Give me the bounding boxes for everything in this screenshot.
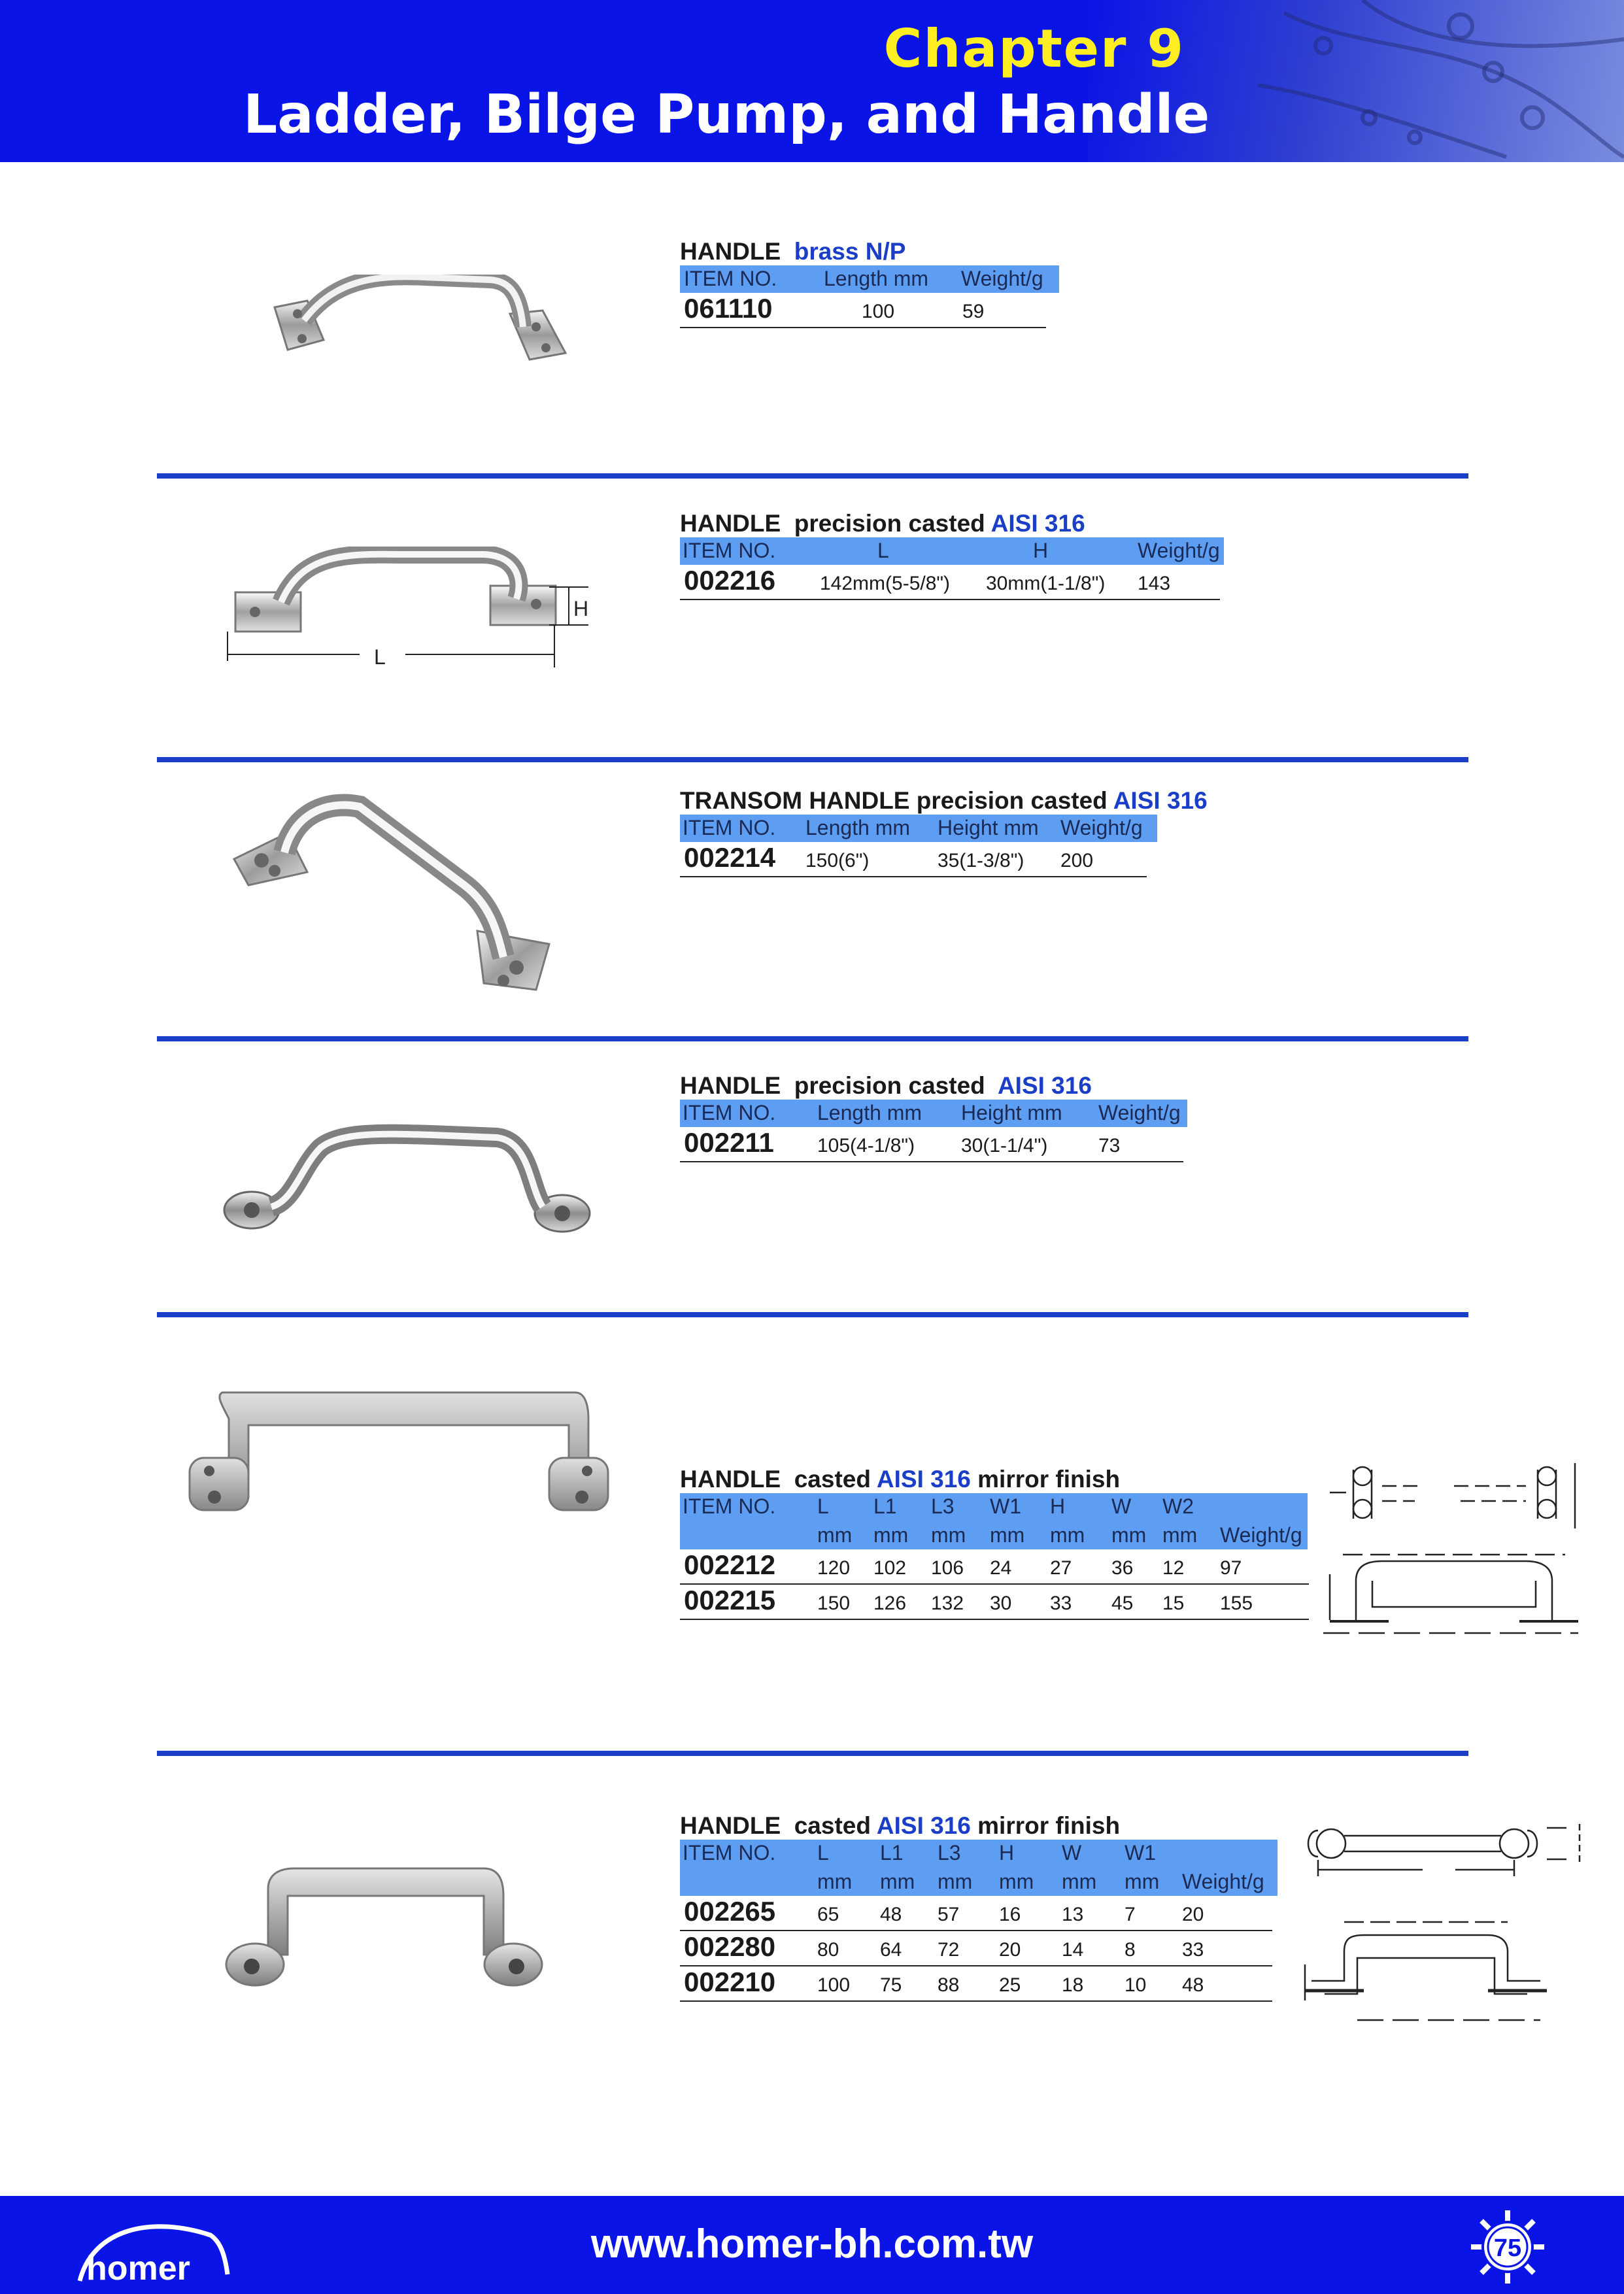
col-w: W: [1062, 1841, 1082, 1864]
col-length: Length mm: [824, 267, 929, 290]
product-material: AISI 316: [997, 1072, 1092, 1099]
cell-l1: 102: [873, 1557, 907, 1579]
spec-block: [680, 1466, 1308, 1620]
ship-wheel-icon: [1468, 2208, 1547, 2286]
item-number: 002215: [684, 1585, 776, 1615]
product-name: TRANSOM HANDLE: [680, 787, 910, 814]
cell-w2: 15: [1162, 1593, 1185, 1614]
col-item-no: ITEM NO.: [683, 1494, 776, 1518]
unit-mm: mm: [1050, 1523, 1085, 1547]
cell-l3: 57: [938, 1904, 960, 1925]
col-item-no: ITEM NO.: [683, 1841, 776, 1864]
technical-drawing: [1317, 1457, 1611, 1640]
col-w1: W1: [1125, 1841, 1156, 1864]
chapter-header: [0, 0, 1624, 162]
section-divider: [157, 1751, 1468, 1756]
unit-mm: mm: [990, 1523, 1025, 1547]
table-row: [680, 565, 1220, 600]
product-title: [680, 1466, 1308, 1493]
brand-name: homer: [86, 2250, 190, 2287]
chapter-title: Ladder, Bilge Pump, and Handle: [243, 84, 1210, 146]
item-number: 061110: [684, 293, 773, 324]
product-title: [680, 787, 1208, 815]
cell-l: 120: [817, 1557, 851, 1579]
cell-l3: 72: [938, 1939, 960, 1961]
unit-mm: mm: [999, 1870, 1034, 1893]
col-item-no: ITEM NO.: [683, 816, 776, 839]
cell-w1: 7: [1125, 1904, 1136, 1925]
col-item-no: ITEM NO.: [684, 267, 777, 290]
cell-l1: 64: [880, 1939, 902, 1961]
product-title: [680, 1812, 1277, 1840]
col-length: Length mm: [805, 816, 911, 839]
table-row: [680, 1966, 1272, 2002]
cell-length: 105(4-1/8"): [817, 1135, 915, 1156]
col-l3: L3: [938, 1841, 961, 1864]
cell-l1: 75: [880, 1974, 902, 1996]
unit-mm: mm: [1162, 1523, 1198, 1547]
col-weight: Weight/g: [1098, 1101, 1181, 1124]
handle-photo: [222, 1122, 601, 1240]
product-material: AISI 316: [990, 510, 1085, 537]
col-l3: L3: [931, 1494, 955, 1518]
product-title: [680, 510, 1224, 537]
table-row: [680, 1931, 1272, 1966]
cell-weight: 59: [962, 301, 985, 322]
cell-weight: 200: [1060, 850, 1094, 871]
spec-block: [680, 1072, 1187, 1162]
product-material: AISI 316: [876, 1812, 971, 1839]
product-name: HANDLE: [680, 510, 781, 537]
col-l1: L1: [873, 1494, 897, 1518]
item-number: 002280: [684, 1931, 776, 1962]
product-process: precision casted: [916, 787, 1108, 814]
cell-w2: 12: [1162, 1557, 1185, 1579]
col-h: H: [1033, 539, 1049, 562]
spec-block: [680, 1812, 1277, 2002]
col-w1: W1: [990, 1494, 1021, 1518]
col-length: Length mm: [817, 1101, 922, 1124]
unit-mm: mm: [817, 1523, 853, 1547]
cell-l: 65: [817, 1904, 839, 1925]
col-l1: L1: [880, 1841, 904, 1864]
product-process: precision casted: [794, 1072, 985, 1099]
cell-height: 35(1-3/8"): [938, 850, 1024, 871]
table-row: [680, 1585, 1309, 1620]
cell-w1: 10: [1125, 1974, 1147, 1996]
cell-h: 16: [999, 1904, 1021, 1925]
table-header: [680, 537, 1224, 565]
cell-h: 33: [1050, 1593, 1072, 1614]
cell-weight: 20: [1182, 1904, 1204, 1925]
item-number: 002214: [684, 842, 776, 873]
cell-w1: 30: [990, 1593, 1012, 1614]
cell-weight: 97: [1220, 1557, 1242, 1579]
col-l: L: [817, 1494, 829, 1518]
cell-weight: 33: [1182, 1939, 1204, 1961]
col-w: W: [1111, 1494, 1132, 1518]
cell-l1: 48: [880, 1904, 902, 1925]
handle-dimension-photo: [222, 547, 601, 677]
section-divider: [157, 473, 1468, 479]
col-height: Height mm: [961, 1101, 1062, 1124]
spec-block: [680, 238, 1059, 328]
item-number: 002216: [684, 565, 776, 596]
col-item-no: ITEM NO.: [683, 539, 776, 562]
item-number: 002210: [684, 1966, 776, 1997]
handle-photo: [262, 275, 575, 379]
product-material: AISI 316: [1113, 787, 1208, 814]
table-row: [680, 293, 1046, 328]
cell-h: 30mm(1-1/8"): [986, 573, 1106, 594]
cell-w1: 8: [1125, 1939, 1136, 1961]
spec-block: [680, 787, 1208, 877]
product-title: [680, 238, 1059, 265]
dimension-label-h: H: [573, 597, 589, 620]
unit-mm: mm: [817, 1870, 853, 1893]
cell-w: 18: [1062, 1974, 1084, 1996]
product-finish: mirror finish: [977, 1466, 1121, 1493]
cell-weight: 73: [1098, 1135, 1121, 1156]
product-name: HANDLE: [680, 1072, 781, 1099]
dimension-label-l: L: [374, 645, 386, 669]
col-weight: Weight/g: [961, 267, 1043, 290]
unit-mm: mm: [1062, 1870, 1097, 1893]
technical-drawing: [1292, 1804, 1593, 2046]
cell-l1: 126: [873, 1593, 907, 1614]
col-h: H: [999, 1841, 1015, 1864]
cell-l3: 132: [931, 1593, 964, 1614]
table-row: [680, 1549, 1309, 1585]
cell-w: 36: [1111, 1557, 1134, 1579]
cell-l3: 88: [938, 1974, 960, 1996]
page-footer: [0, 2196, 1624, 2294]
unit-mm: mm: [931, 1523, 966, 1547]
product-title: [680, 1072, 1187, 1100]
cell-weight: 143: [1138, 573, 1171, 594]
table-header: [680, 1100, 1187, 1127]
col-weight: Weight/g: [1220, 1523, 1302, 1547]
handle-photo: [183, 1379, 615, 1517]
cell-l: 142mm(5-5/8"): [820, 573, 951, 594]
item-number: 002265: [684, 1896, 776, 1927]
product-material: brass N/P: [794, 238, 906, 265]
product-process: casted: [794, 1466, 871, 1493]
handle-photo: [222, 1857, 549, 1994]
table-header: [680, 1493, 1308, 1549]
unit-mm: mm: [938, 1870, 973, 1893]
transom-handle-photo: [229, 787, 569, 1003]
chapter-number: Chapter 9: [883, 18, 1185, 79]
section-divider: [157, 1036, 1468, 1041]
page-number: 75: [1493, 2235, 1522, 2262]
col-item-no: ITEM NO.: [683, 1101, 776, 1124]
product-process: casted: [794, 1812, 871, 1839]
section-divider: [157, 757, 1468, 762]
col-h: H: [1050, 1494, 1066, 1518]
col-l: L: [817, 1841, 829, 1864]
product-finish: mirror finish: [977, 1812, 1121, 1839]
cell-height: 30(1-1/4"): [961, 1135, 1048, 1156]
table-row: [680, 1896, 1272, 1931]
website-link[interactable]: www.homer-bh.com.tw: [590, 2221, 1034, 2267]
col-weight: Weight/g: [1182, 1870, 1264, 1893]
cell-l: 80: [817, 1939, 839, 1961]
table-row: [680, 842, 1147, 877]
cell-weight: 48: [1182, 1974, 1204, 1996]
table-row: [680, 1127, 1183, 1162]
product-name: HANDLE: [680, 238, 781, 265]
cell-weight: 155: [1220, 1593, 1253, 1614]
item-number: 002212: [684, 1549, 776, 1580]
cell-h: 25: [999, 1974, 1021, 1996]
item-number: 002211: [684, 1127, 774, 1158]
cell-h: 20: [999, 1939, 1021, 1961]
unit-mm: mm: [880, 1870, 915, 1893]
unit-mm: mm: [1125, 1870, 1160, 1893]
product-process: precision casted: [794, 510, 985, 537]
col-weight: Weight/g: [1138, 539, 1220, 562]
cell-h: 27: [1050, 1557, 1072, 1579]
section-divider: [157, 1312, 1468, 1317]
table-header: [680, 265, 1059, 293]
product-name: HANDLE: [680, 1466, 781, 1493]
cell-length: 150(6"): [805, 850, 870, 871]
col-weight: Weight/g: [1060, 816, 1143, 839]
unit-mm: mm: [873, 1523, 909, 1547]
cell-w: 13: [1062, 1904, 1084, 1925]
cell-l3: 106: [931, 1557, 964, 1579]
cell-l: 100: [817, 1974, 851, 1996]
col-w2: W2: [1162, 1494, 1194, 1518]
unit-mm: mm: [1111, 1523, 1147, 1547]
cell-l: 150: [817, 1593, 851, 1614]
cell-w1: 24: [990, 1557, 1012, 1579]
product-material: AISI 316: [876, 1466, 971, 1493]
table-header: [680, 815, 1157, 842]
col-height: Height mm: [938, 816, 1039, 839]
cell-w: 14: [1062, 1939, 1084, 1961]
table-header: [680, 1840, 1277, 1896]
cell-w: 45: [1111, 1593, 1134, 1614]
product-name: HANDLE: [680, 1812, 781, 1839]
cell-length: 100: [862, 301, 895, 322]
col-l: L: [877, 539, 889, 562]
spec-block: [680, 510, 1224, 600]
